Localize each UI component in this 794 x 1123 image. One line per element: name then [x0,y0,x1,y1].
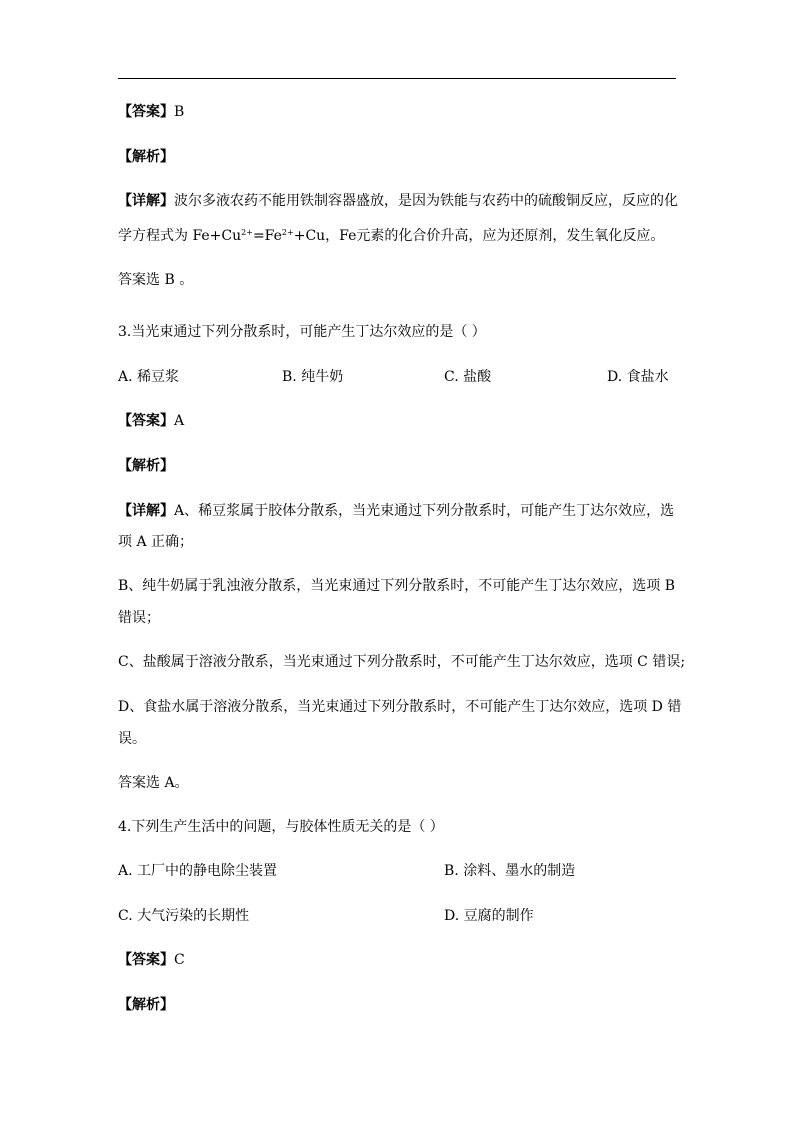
equation-part: +Cu，Fe元素的化合价升高，应为还原剂，发生氧化反应。 [293,228,665,244]
q3-option-d: D. 食盐水 [607,369,669,385]
q2-detail-line2 [118,223,678,246]
q4-option-d: D. 豆腐的制作 [444,908,534,924]
charge-superscript: 2+ [281,228,294,237]
q3-detail-d-line1: D、食盐水属于溶液分散系，当光束通过下列分散系时，不可能产生丁达尔效应，选项 D 错 [118,699,682,715]
q4-question: 4.下列生产生活中的问题，与胶体性质无关的是（ ） [118,819,444,835]
q3-conclusion: 答案选 A。 [118,775,189,791]
q3-option-a: A. 稀豆浆 [118,369,180,385]
q3-option-b: B. 纯牛奶 [282,369,344,385]
answer-tag: 【答案】 [118,952,174,968]
detail-text: A、稀豆浆属于胶体分散系，当光束通过下列分散系时，可能产生丁达尔效应，选 [174,503,675,519]
detail-tag: 【详解】 [118,193,174,209]
q2-analysis-tag: 【解析】 [118,149,174,165]
detail-text: 波尔多液农药不能用铁制容器盛放，是因为铁能与农药中的硫酸铜反应，反应的化 [174,193,678,209]
charge-superscript: 2+ [241,228,253,237]
equation-part: =Fe [252,228,282,244]
q3-question: 3.当光束通过下列分散系时，可能产生丁达尔效应的是（ ） [118,324,486,340]
q4-option-b: B. 涂料、墨水的制造 [444,863,576,879]
q3-detail-d-line2: 误。 [118,731,146,747]
q2-answer [118,102,678,122]
q4-answer [118,950,678,970]
q2-conclusion: 答案选 B 。 [118,272,194,288]
q3-detail-a-line1 [118,501,678,521]
header-rule [118,78,676,79]
q3-analysis-tag: 【解析】 [118,458,174,474]
q4-analysis-tag: 【解析】 [118,997,174,1013]
answer-value: C [174,952,185,968]
q4-option-c: C. 大气污染的长期性 [118,908,250,924]
q3-answer [118,411,678,431]
q3-detail-c-line1: C、盐酸属于溶液分散系，当光束通过下列分散系时，不可能产生丁达尔效应，选项 C 错误; [118,654,686,670]
answer-value: A [174,413,185,429]
q2-detail-line1 [118,191,678,211]
equation-part: 学方程式为 Fe+Cu [118,228,242,244]
q3-detail-b-line1: B、纯牛奶属于乳浊液分散系，当光束通过下列分散系时，不可能产生丁达尔效应，选项 B [118,578,676,594]
answer-tag: 【答案】 [118,413,174,429]
answer-value: B [174,104,185,120]
q3-detail-a-line2: 项 A 正确； [118,534,194,550]
q3-option-c: C. 盐酸 [444,369,492,385]
detail-tag: 【详解】 [118,503,174,519]
q4-option-a: A. 工厂中的静电除尘装置 [118,863,278,879]
q3-detail-b-line2: 错误； [118,610,160,626]
answer-tag: 【答案】 [118,104,174,120]
